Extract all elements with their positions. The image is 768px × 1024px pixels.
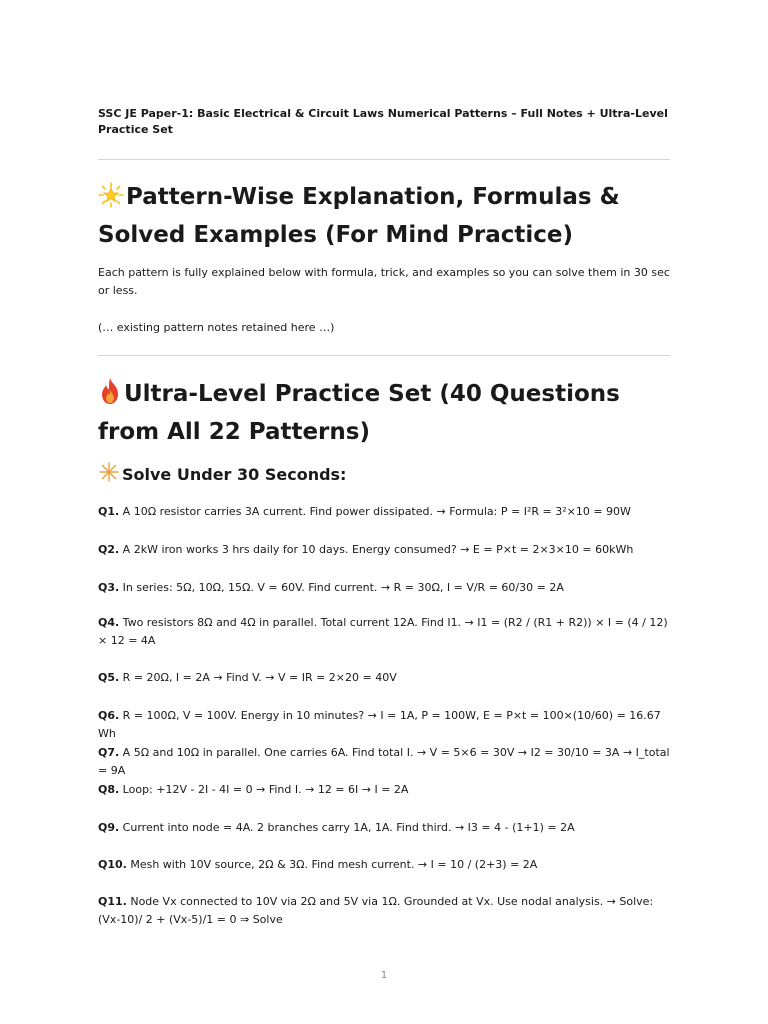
question-item [98,707,670,743]
question-item [98,856,670,874]
question-text: Loop: +12V - 2I - 4I = 0 → Find I. → 12 = 6I → I = 2A [119,783,409,796]
question-text: Node Vx connected to 10V via 2Ω and 5V via 1Ω. Grounded at Vx. Use nodal analysis. → Solve: (Vx-10)/ 2 + (Vx-5)/1 = 0 ⇒ Solve [98,895,654,926]
question-item [98,781,670,799]
question-text: A 5Ω and 10Ω in parallel. One carries 6A. Find total I. → V = 5×6 = 30V → I2 = 30/10 = 3A → I_total = 9A [98,746,670,777]
subheading-solve-fast [98,461,670,490]
sparkle-icon [98,461,120,490]
question-number: Q10. [98,858,127,871]
question-item [98,541,670,559]
question-number: Q9. [98,821,120,834]
question-item [98,669,670,687]
question-item [98,614,670,650]
glowing-star-icon [98,182,124,218]
question-text: A 10Ω resistor carries 3A current. Find power dissipated. → Formula: P = I²R = 3²×10 = 90W [119,505,631,518]
question-text: In series: 5Ω, 10Ω, 15Ω. V = 60V. Find current. → R = 30Ω, I = V/R = 60/30 = 2A [119,581,564,594]
question-number: Q3. [98,581,120,594]
question-number: Q4. [98,616,120,629]
question-item [98,744,670,780]
document-title: SSC JE Paper-1: Basic Electrical & Circuit Laws Numerical Patterns – Full Notes + Ultra-Level Practice Set [98,107,668,136]
question-item [98,819,670,837]
question-text: A 2kW iron works 3 hrs daily for 10 days. Energy consumed? → E = P×t = 2×3×10 = 60kWh [119,543,634,556]
question-number: Q5. [98,671,120,684]
divider [98,355,670,356]
question-number: Q8. [98,783,120,796]
retained-notes-placeholder: (… existing pattern notes retained here …) [98,321,335,334]
question-number: Q2. [98,543,120,556]
question-number: Q6. [98,709,120,722]
question-item [98,893,670,929]
question-item [98,579,670,597]
divider [98,159,670,160]
section-heading-patterns [98,180,670,252]
fire-icon [98,377,122,415]
section-heading-practice [98,377,670,449]
question-text: Mesh with 10V source, 2Ω & 3Ω. Find mesh current. → I = 10 / (2+3) = 2A [126,858,538,871]
question-item [98,503,670,521]
question-number: Q7. [98,746,120,759]
page-number: 1 [380,970,388,981]
section-heading-practice-text: Ultra-Level Practice Set (40 Questions from All 22 Patterns) [98,381,620,445]
question-number: Q1. [98,505,120,518]
question-text: R = 100Ω, V = 100V. Energy in 10 minutes? → I = 1A, P = 100W, E = P×t = 100×(10/60) = 16.67 Wh [98,709,661,740]
question-text: R = 20Ω, I = 2A → Find V. → V = IR = 2×20 = 40V [119,671,397,684]
intro-paragraph: Each pattern is fully explained below with formula, trick, and examples so you can solve them in 30 sec or less. [98,266,670,297]
section-heading-patterns-text: Pattern-Wise Explanation, Formulas & Solved Examples (For Mind Practice) [98,184,620,248]
question-text: Two resistors 8Ω and 4Ω in parallel. Total current 12A. Find I1. → I1 = (R2 / (R1 + R2)) × I = (4 / 12) × 12 = 4A [98,616,668,647]
subheading-solve-fast-text: Solve Under 30 Seconds: [122,465,347,484]
question-text: Current into node = 4A. 2 branches carry 1A, 1A. Find third. → I3 = 4 - (1+1) = 2A [119,821,575,834]
question-number: Q11. [98,895,127,908]
